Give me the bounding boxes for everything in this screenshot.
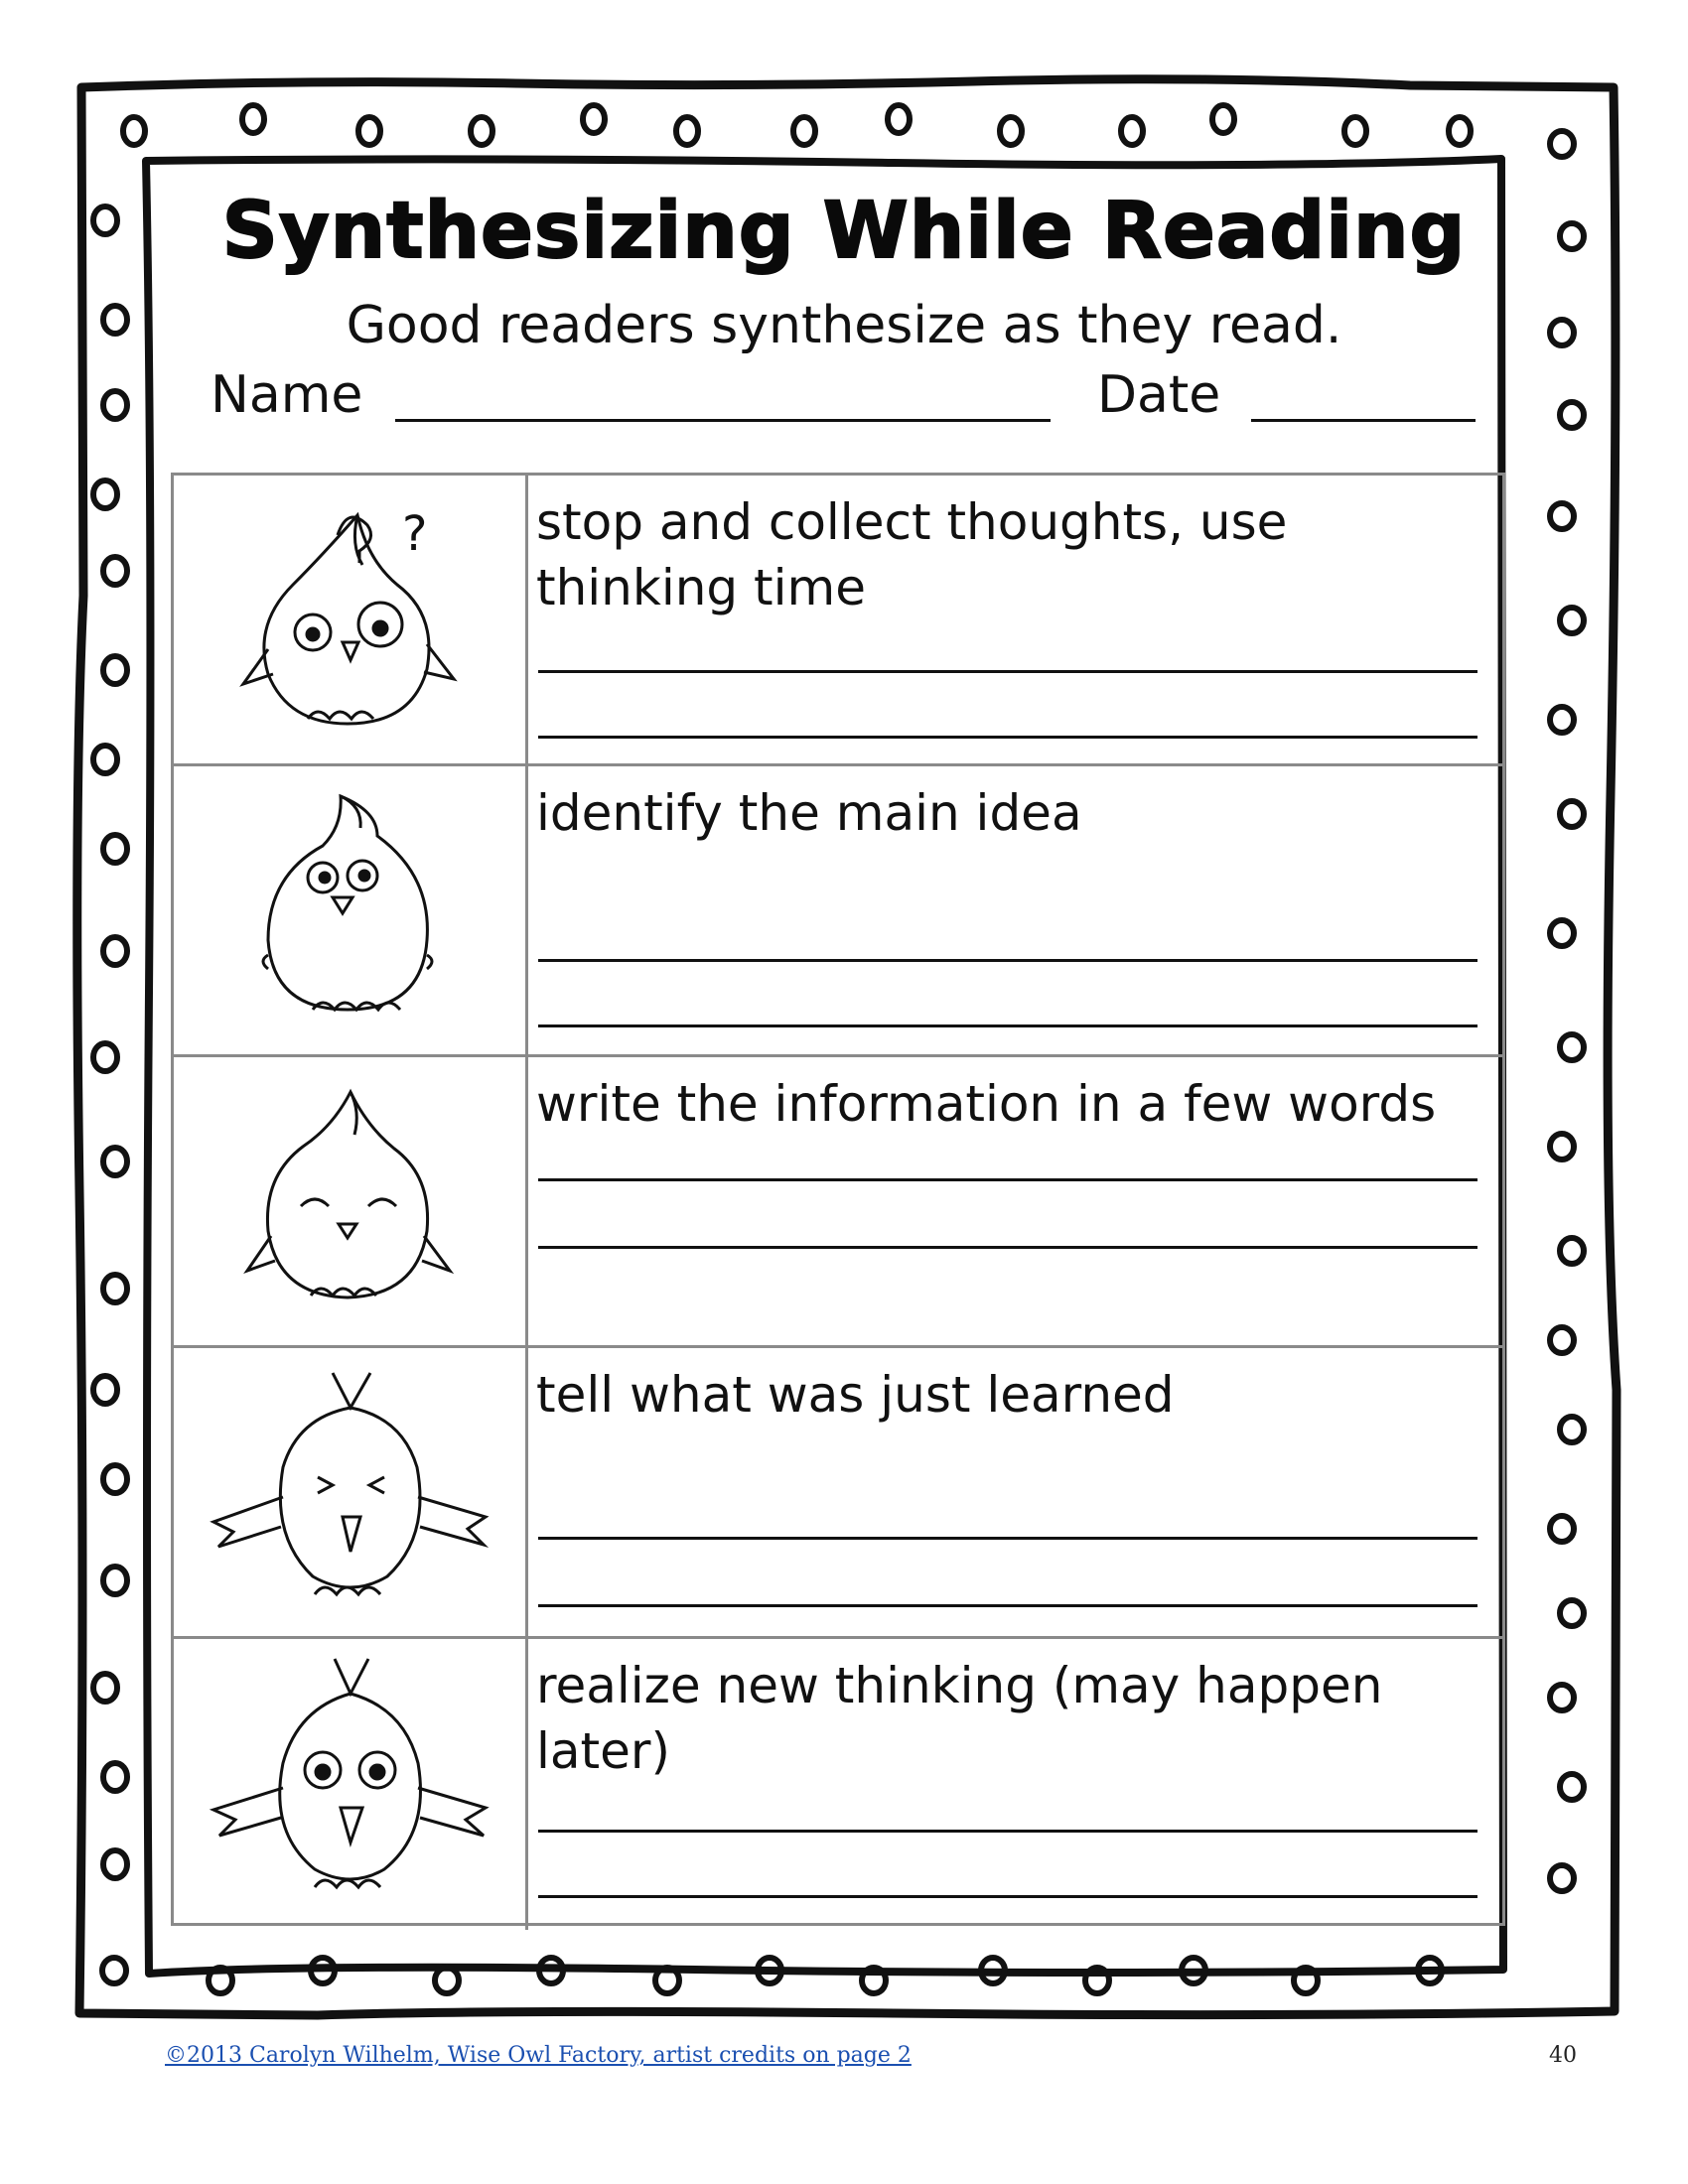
- credit-link[interactable]: ©2013 Carolyn Wilhelm, Wise Owl Factory, artist credits on page 2: [165, 2043, 912, 2068]
- name-date-row: [211, 365, 1491, 435]
- border-dot: [103, 937, 127, 965]
- border-dot: [1560, 1238, 1584, 1264]
- date-field[interactable]: [1251, 419, 1476, 422]
- border-dot: [1212, 105, 1234, 133]
- border-dot: [1560, 608, 1584, 633]
- picture-cell: [174, 1639, 528, 1930]
- answer-line[interactable]: [538, 1895, 1477, 1898]
- answer-cell: [528, 1057, 1502, 1345]
- answer-line[interactable]: [538, 1830, 1477, 1833]
- step-prompt: identify the main idea: [536, 784, 1082, 842]
- step-row: [174, 766, 1502, 1057]
- name-label: Name: [211, 365, 363, 425]
- step-row: [174, 1639, 1502, 1930]
- border-dot: [676, 117, 698, 145]
- squinting-bird-icon: [174, 1348, 525, 1636]
- border-dot: [1560, 223, 1584, 249]
- answer-line[interactable]: [538, 1604, 1477, 1607]
- date-label: Date: [1097, 365, 1221, 425]
- border-dot: [1550, 1516, 1574, 1542]
- border-dot: [103, 306, 127, 334]
- worksheet-subtitle: Good readers synthesize as they read.: [346, 296, 1342, 355]
- steps-table: [171, 473, 1505, 1926]
- answer-cell: [528, 1639, 1502, 1930]
- step-prompt: write the information in a few words: [536, 1075, 1437, 1133]
- answer-line[interactable]: [538, 1537, 1477, 1540]
- smiling-bird-icon: [174, 1057, 525, 1345]
- border-dot: [103, 656, 127, 684]
- border-dot: [93, 1674, 117, 1702]
- border-dot: [793, 117, 815, 145]
- step-prompt: stop and collect thoughts, use thinking time: [536, 493, 1288, 616]
- border-dot: [1560, 1774, 1584, 1800]
- border-dot: [1550, 1865, 1574, 1891]
- answer-cell: [528, 766, 1502, 1054]
- border-dot: [471, 117, 492, 145]
- border-dot: [888, 105, 910, 133]
- border-dot: [103, 557, 127, 585]
- answer-line[interactable]: [538, 1246, 1477, 1249]
- border-dot: [103, 1567, 127, 1594]
- step-row: [174, 1348, 1502, 1639]
- border-dot: [1550, 1327, 1574, 1353]
- svg-text:?: ?: [402, 506, 428, 562]
- worksheet-title: Synthesizing While Reading: [221, 187, 1467, 276]
- picture-cell: [174, 1348, 528, 1636]
- border-dot: [583, 105, 605, 133]
- border-dot: [103, 1148, 127, 1175]
- border-dot: [93, 1376, 117, 1404]
- answer-line[interactable]: [538, 670, 1477, 673]
- border-dot: [1560, 402, 1584, 428]
- border-dot: [435, 1968, 459, 1993]
- border-dot: [1000, 117, 1022, 145]
- border-dot: [358, 117, 380, 145]
- border-dot: [103, 1850, 127, 1878]
- border-dot: [1560, 1034, 1584, 1060]
- page-number: 40: [1549, 2043, 1577, 2068]
- border-dot: [1121, 117, 1143, 145]
- border-dot: [1550, 503, 1574, 529]
- border-dot: [1550, 320, 1574, 345]
- answer-line[interactable]: [538, 959, 1477, 962]
- border-dot: [1550, 920, 1574, 946]
- border-dot: [1560, 1600, 1584, 1626]
- border-dot: [102, 1958, 126, 1983]
- border-dot: [1550, 131, 1574, 157]
- border-dot: [1449, 117, 1471, 145]
- border-dot: [242, 105, 264, 133]
- border-dot: [1560, 1417, 1584, 1442]
- answer-line[interactable]: [538, 736, 1477, 739]
- border-dot: [93, 746, 117, 773]
- step-row: [174, 476, 1502, 766]
- border-dot: [103, 1275, 127, 1302]
- answer-cell: [528, 1348, 1502, 1636]
- border-dot: [1550, 707, 1574, 733]
- border-dot: [103, 391, 127, 419]
- confused-bird-icon: [174, 476, 525, 763]
- looking-bird-icon: [174, 766, 525, 1054]
- border-dot: [1344, 117, 1366, 145]
- border-dot: [93, 206, 117, 234]
- border-dot: [103, 1465, 127, 1493]
- border-dot: [103, 1763, 127, 1791]
- picture-cell: [174, 1057, 528, 1345]
- answer-line[interactable]: [538, 1024, 1477, 1027]
- name-field[interactable]: [395, 419, 1051, 422]
- step-prompt: realize new thinking (may happen later): [536, 1657, 1383, 1780]
- border-dot: [1550, 1134, 1574, 1160]
- border-dot: [93, 480, 117, 508]
- picture-cell: [174, 476, 528, 763]
- surprised-bird-icon: [174, 1639, 525, 1927]
- answer-cell: [528, 476, 1502, 763]
- border-dot: [1550, 1685, 1574, 1710]
- border-dot: [1560, 801, 1584, 827]
- answer-line[interactable]: [538, 1178, 1477, 1181]
- border-dot: [123, 117, 145, 145]
- step-prompt: tell what was just learned: [536, 1366, 1175, 1424]
- border-dot: [103, 835, 127, 863]
- picture-cell: [174, 766, 528, 1054]
- step-row: [174, 1057, 1502, 1348]
- border-dot: [93, 1043, 117, 1071]
